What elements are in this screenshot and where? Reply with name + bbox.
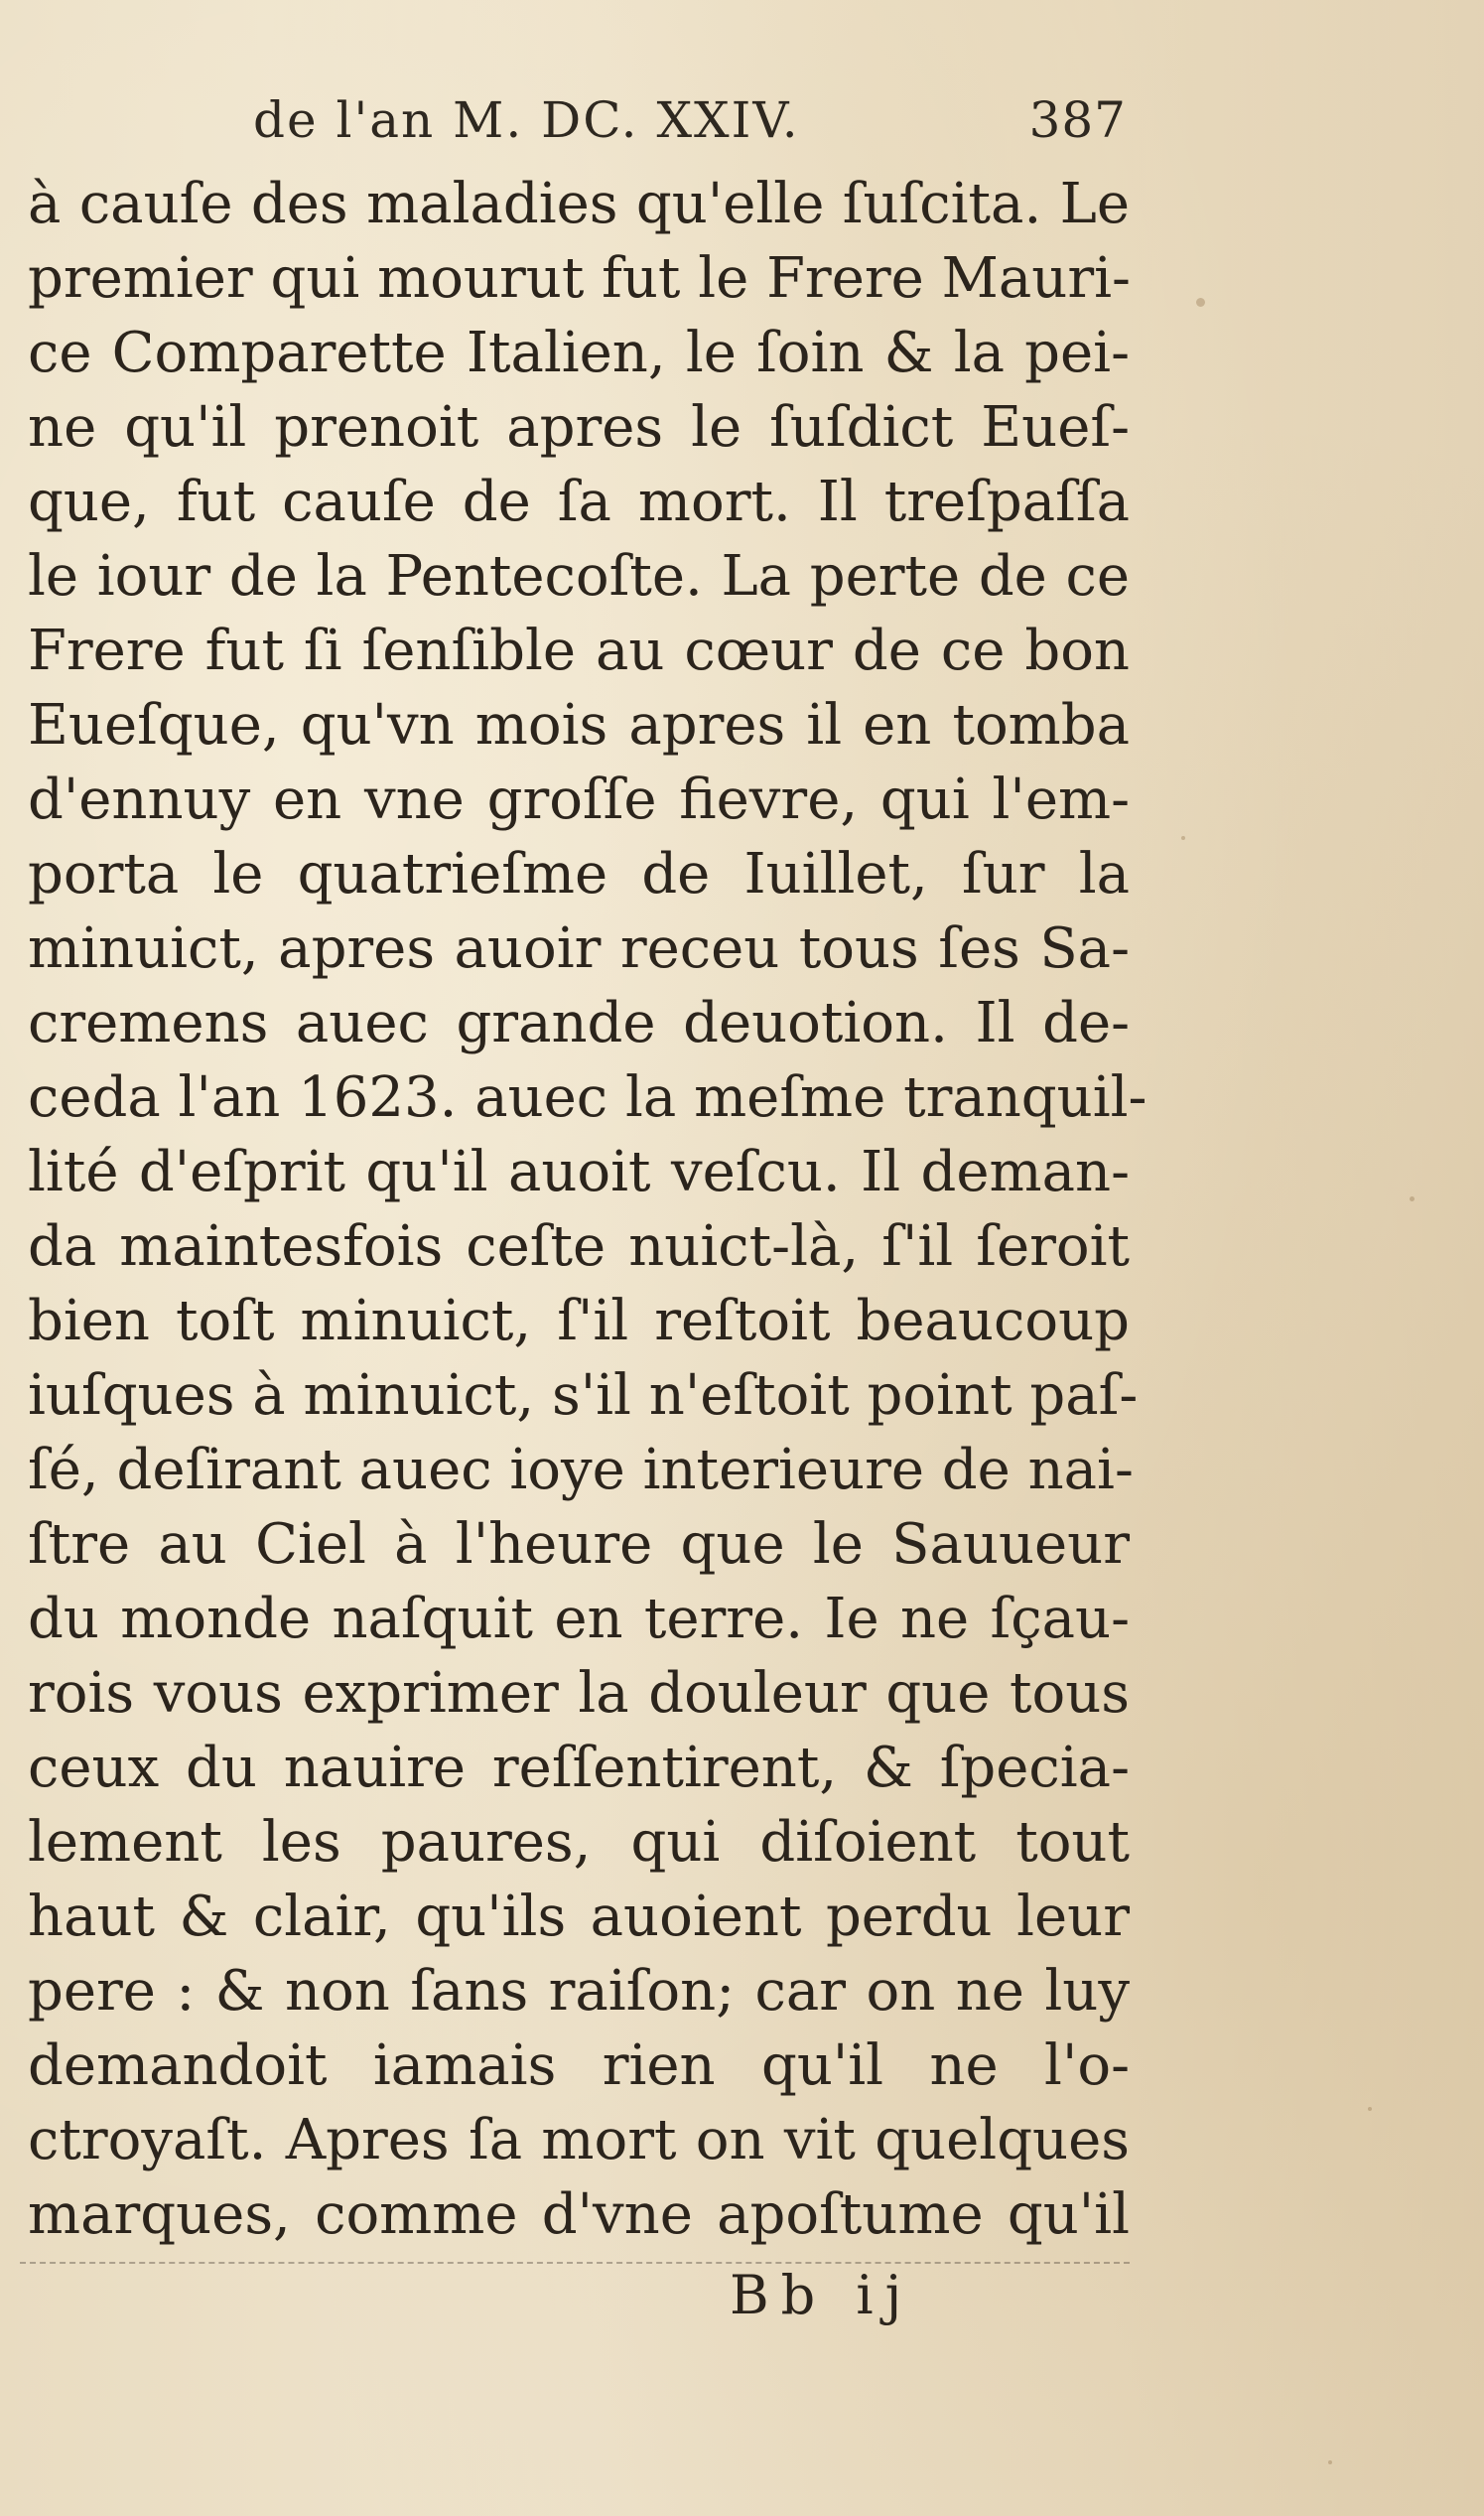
paper-spot (1181, 836, 1185, 840)
running-title: de l'an M. DC. XXIV. (253, 91, 800, 149)
text-line: porta le quatrieſme de Iuillet, ſur la (28, 842, 1130, 907)
paper-spot (1410, 1196, 1415, 1201)
text-line: rois vous exprimer la douleur que tous (28, 1661, 1130, 1726)
paper-spot (1328, 2460, 1332, 2464)
text-line: cremens auec grande deuotion. Il de- (28, 991, 1130, 1055)
text-line: lité d'eſprit qu'il auoit veſcu. Il deman- (28, 1140, 1130, 1204)
text-line: que, fut cauſe de ſa mort. Il treſpaſſa (28, 470, 1130, 534)
text-line: ceda l'an 1623. auec la meſme tranquil- (28, 1065, 1147, 1130)
text-line: demandoit iamais rien qu'il ne l'o- (28, 2033, 1130, 2098)
text-line: d'ennuy en vne groſſe fievre, qui l'em- (28, 768, 1130, 832)
text-line: iuſques à minuict, s'il n'eſtoit point paſ- (28, 1363, 1139, 1428)
text-line: ce Comparette Italien, le ſoin & la pei- (28, 321, 1130, 385)
text-line: Eueſque, qu'vn mois apres il en tomba (28, 693, 1130, 758)
body-text (28, 167, 1147, 2252)
signature-mark: Bb ij (730, 2264, 914, 2326)
text-line: marques, comme d'vne apoſtume qu'il (28, 2182, 1130, 2247)
text-line: da maintesfois ceſte nuict-là, ſ'il ſeroit (28, 1214, 1130, 1279)
text-line: lement les paures, qui diſoient tout (28, 1810, 1130, 1875)
text-line: ctroyaſt. Apres ſa mort on vit quelques (28, 2108, 1130, 2172)
page-header (253, 91, 1127, 169)
text-line: ſé, deſirant auec ioye interieure de nai- (28, 1438, 1134, 1502)
footer-rule (20, 2262, 1130, 2264)
text-line: premier qui mourut fut le Frere Mauri- (28, 246, 1131, 311)
text-line: ceux du nauire reſſentirent, & ſpecia- (28, 1736, 1130, 1800)
paper-spot (1368, 2107, 1372, 2111)
text-line: Frere fut ſi ſenſible au cœur de ce bon (28, 619, 1130, 683)
paper-spot (1196, 298, 1205, 307)
page-number: 387 (1028, 91, 1127, 149)
text-line: ne qu'il prenoit apres le ſuſdict Eueſ- (28, 395, 1130, 460)
text-line: ſtre au Ciel à l'heure que le Sauueur (28, 1512, 1130, 1577)
text-line: haut & clair, qu'ils auoient perdu leur (28, 1885, 1130, 1949)
text-line: à cauſe des maladies qu'elle ſuſcita. Le (28, 172, 1130, 236)
text-line: pere : & non ſans raiſon; car on ne luy (28, 1959, 1130, 2024)
text-line: du monde naſquit en terre. Ie ne ſçau- (28, 1587, 1130, 1651)
text-line: le iour de la Pentecoſte. La perte de ce (28, 544, 1130, 609)
text-line: bien toſt minuict, ſ'il reſtoit beaucoup (28, 1289, 1130, 1353)
text-line: minuict, apres auoir receu tous ſes Sa- (28, 916, 1130, 981)
